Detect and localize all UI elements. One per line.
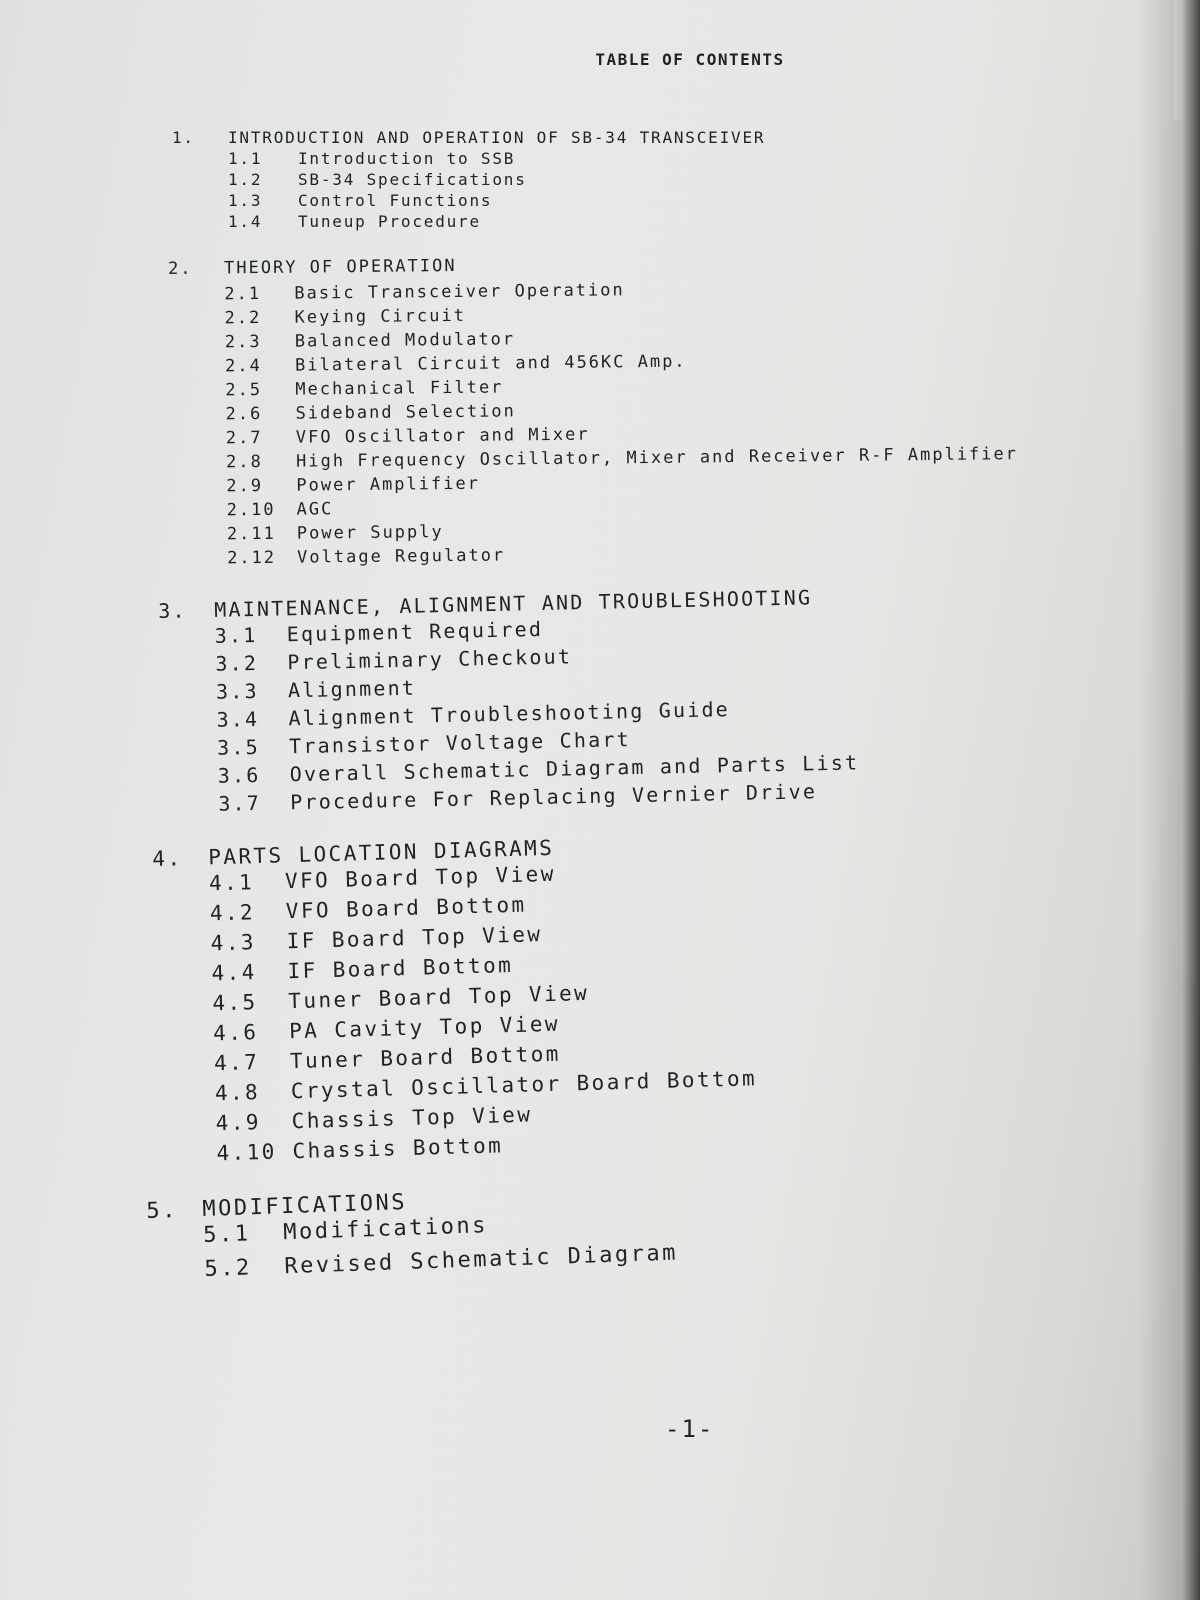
- item-title: IF Board Top View: [286, 922, 543, 954]
- item-title: Control Functions: [298, 191, 493, 210]
- item-number: 2.2: [224, 308, 262, 329]
- item-number: 1.1: [228, 149, 263, 168]
- item-number: 2.6: [225, 404, 263, 425]
- section-title: INTRODUCTION AND OPERATION OF SB-34 TRANSCEIVER: [228, 128, 766, 147]
- page-title: TABLE OF CONTENTS: [595, 50, 785, 69]
- item-number: 4.9: [215, 1110, 262, 1136]
- item-title: Introduction to SSB: [298, 149, 516, 168]
- item-title: Voltage Regulator: [297, 545, 506, 568]
- item-title: Sideband Selection: [295, 401, 516, 424]
- section-number: 3.: [158, 598, 187, 623]
- item-number: 3.2: [215, 650, 259, 676]
- item-title: VFO Oscillator and Mixer: [295, 424, 590, 448]
- item-number: 2.8: [226, 452, 263, 473]
- item-title: Chassis Bottom: [292, 1133, 504, 1164]
- item-title: Chassis Top View: [291, 1102, 533, 1134]
- section-title: THEORY OF OPERATION: [223, 255, 457, 279]
- item-title: IF Board Bottom: [287, 952, 514, 984]
- section-number: 1.: [172, 128, 195, 147]
- section-title: MODIFICATIONS: [201, 1189, 408, 1223]
- item-number: 4.10: [216, 1139, 278, 1166]
- item-number: 4.6: [212, 1020, 259, 1046]
- item-title: PA Cavity Top View: [288, 1011, 561, 1044]
- item-title: Alignment: [287, 675, 417, 703]
- item-number: 5.2: [204, 1255, 253, 1282]
- item-title: Preliminary Checkout: [287, 644, 573, 675]
- toc-section-4: [152, 820, 1119, 1173]
- section-title: MAINTENANCE, ALIGNMENT AND TROUBLESHOOTING: [213, 585, 813, 622]
- item-title: Mechanical Filter: [295, 377, 504, 400]
- item-title: Bilateral Circuit and 456KC Amp.: [295, 351, 687, 376]
- item-number: 1.2: [228, 170, 263, 189]
- item-title: Keying Circuit: [294, 305, 467, 328]
- item-number: 2.1: [224, 284, 262, 305]
- item-number: 1.3: [228, 191, 263, 210]
- item-number: 4.5: [212, 990, 258, 1016]
- item-number: 4.1: [208, 870, 255, 896]
- toc-item: [172, 212, 1110, 233]
- item-title: Overall Schematic Diagram and Parts List: [289, 750, 860, 787]
- item-number: 2.9: [226, 476, 264, 497]
- section-heading: [172, 128, 1110, 149]
- item-title: Basic Transceiver Operation: [294, 280, 625, 304]
- item-title: Power Amplifier: [296, 473, 481, 496]
- section-title: PARTS LOCATION DIAGRAMS: [207, 835, 555, 870]
- item-number: 3.1: [214, 622, 258, 648]
- toc-section-2: [168, 249, 1113, 573]
- item-number: 4.3: [210, 930, 257, 956]
- item-title: VFO Board Top View: [284, 861, 557, 894]
- item-number: 2.5: [225, 380, 263, 401]
- item-number: 4.8: [214, 1080, 261, 1106]
- section-number: 4.: [152, 846, 183, 871]
- page-number: -1-: [665, 1415, 715, 1443]
- item-title: SB-34 Specifications: [298, 170, 527, 189]
- item-number: 2.4: [225, 356, 262, 377]
- item-number: 3.6: [217, 762, 261, 788]
- item-title: Power Supply: [296, 522, 444, 544]
- item-title: AGC: [296, 499, 334, 520]
- item-number: 4.7: [213, 1050, 260, 1076]
- toc-section-1: [172, 128, 1110, 233]
- item-title: VFO Board Bottom: [285, 892, 527, 924]
- item-number: 2.12: [227, 547, 277, 569]
- item-title: Tuner Board Top View: [288, 980, 590, 1014]
- item-number: 2.11: [226, 523, 276, 545]
- item-number: 2.10: [226, 499, 276, 521]
- item-number: 2.7: [225, 428, 263, 449]
- section-number: 5.: [146, 1197, 179, 1224]
- toc-item: [172, 191, 1110, 212]
- item-number: 3.4: [216, 706, 260, 732]
- item-number: 4.2: [209, 900, 256, 926]
- item-number: 5.1: [202, 1221, 251, 1249]
- toc-item: [172, 149, 1110, 170]
- item-title: Transistor Voltage Chart: [288, 727, 632, 759]
- toc-item: [172, 170, 1110, 191]
- item-title: Tuner Board Bottom: [289, 1041, 562, 1074]
- item-number: 2.3: [224, 332, 262, 353]
- item-number: 3.3: [215, 678, 259, 704]
- toc-section-5: [146, 1165, 1113, 1293]
- item-title: Alignment Troubleshooting Guide: [288, 697, 731, 731]
- page-shadow: [1140, 0, 1200, 1600]
- item-title: Balanced Modulator: [294, 329, 516, 352]
- item-title: High Frequency Oscillator, Mixer and Receiver R-F Amplifier: [296, 444, 1019, 472]
- item-number: 3.5: [216, 734, 261, 760]
- section-number: 2.: [168, 258, 193, 279]
- item-title: Crystal Oscillator Board Bottom: [290, 1066, 758, 1104]
- item-number: 1.4: [228, 212, 263, 231]
- item-title: Equipment Required: [286, 616, 544, 647]
- item-title: Procedure For Replacing Vernier Drive: [290, 779, 818, 815]
- item-title: Tuneup Procedure: [298, 212, 481, 231]
- item-title: Modifications: [282, 1213, 489, 1246]
- item-number: 3.7: [218, 790, 262, 816]
- item-title: Revised Schematic Diagram: [284, 1240, 679, 1280]
- item-number: 4.4: [211, 960, 258, 986]
- toc-section-3: [158, 579, 1114, 821]
- table-of-contents: [146, 128, 1110, 1319]
